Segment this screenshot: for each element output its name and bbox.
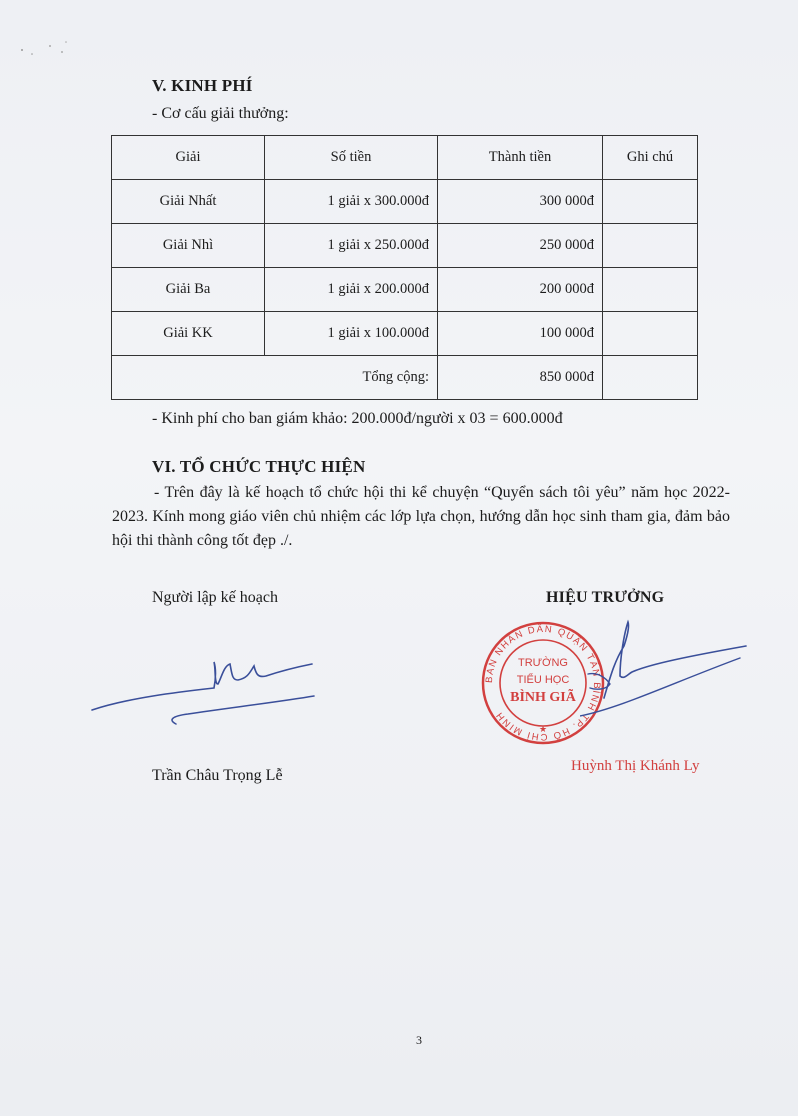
- total-cell: 250 000đ: [438, 224, 603, 268]
- note-cell: [603, 268, 698, 312]
- table-row: [112, 180, 698, 224]
- note-cell: [603, 224, 698, 268]
- total-cell: 300 000đ: [438, 180, 603, 224]
- sum-note-cell: [603, 356, 698, 400]
- award-cell: Giải Nhì: [112, 224, 265, 268]
- seal-star-icon: ★: [538, 724, 548, 734]
- sum-value: 850 000đ: [438, 356, 603, 400]
- section-vi-paragraph: [112, 481, 730, 553]
- seal-line-1: TRƯỜNG: [518, 657, 568, 669]
- award-cell: Giải KK: [112, 312, 265, 356]
- sum-label: Tổng cộng:: [112, 356, 438, 400]
- table-header-row: [112, 136, 698, 180]
- table-row: [112, 312, 698, 356]
- right-handwritten-signature: [580, 618, 750, 718]
- left-handwritten-signature: [88, 648, 328, 738]
- judges-cost: - Kinh phí cho ban giám khảo: 200.000đ/người x 03 = 600.000đ: [152, 410, 563, 427]
- right-signer-name: Huỳnh Thị Khánh Ly: [571, 758, 700, 774]
- prize-table: [111, 135, 698, 400]
- amount-cell: 1 giải x 200.000đ: [265, 268, 438, 312]
- header-note: Ghi chú: [603, 136, 698, 180]
- award-cell: Giải Ba: [112, 268, 265, 312]
- page-number: 3: [416, 1033, 422, 1047]
- table-row: [112, 268, 698, 312]
- right-signer-role: HIỆU TRƯỞNG: [546, 589, 665, 606]
- section-v-title: V. KINH PHÍ: [152, 76, 253, 95]
- note-cell: [603, 180, 698, 224]
- total-cell: 200 000đ: [438, 268, 603, 312]
- section-vi-title: VI. TỔ CHỨC THỰC HIỆN: [152, 457, 366, 476]
- header-award: Giải: [112, 136, 265, 180]
- seal-line-3: BÌNH GIÃ: [510, 690, 576, 705]
- seal-line-2: TIỂU HỌC: [516, 674, 570, 686]
- table-sum-row: [112, 356, 698, 400]
- amount-cell: 1 giải x 300.000đ: [265, 180, 438, 224]
- amount-cell: 1 giải x 100.000đ: [265, 312, 438, 356]
- award-cell: Giải Nhất: [112, 180, 265, 224]
- section-vi-paragraph-text: - Trên đây là kế hoạch tổ chức hội thi kể chuyện “Quyển sách tôi yêu” năm học 2022-2023. Kính mong giáo viên chủ nhiệm các lớp lựa chọn, hướng dẫn học sinh tham gia, đảm bảo hội thi thành công tốt đẹp ./.: [112, 484, 730, 549]
- total-cell: 100 000đ: [438, 312, 603, 356]
- header-amount: Số tiền: [265, 136, 438, 180]
- amount-cell: 1 giải x 250.000đ: [265, 224, 438, 268]
- header-total: Thành tiền: [438, 136, 603, 180]
- left-signer-role: Người lập kế hoạch: [152, 589, 278, 606]
- seal-ring-text: BAN NHÂN DÂN QUẬN TÂN BÌNH TP. HỒ CHÍ MINH: [483, 623, 603, 743]
- paper-specks: [14, 34, 74, 74]
- left-signer-name: Trần Châu Trọng Lễ: [152, 767, 283, 784]
- note-cell: [603, 312, 698, 356]
- section-v-subtitle: - Cơ cấu giải thưởng:: [152, 105, 289, 122]
- table-row: [112, 224, 698, 268]
